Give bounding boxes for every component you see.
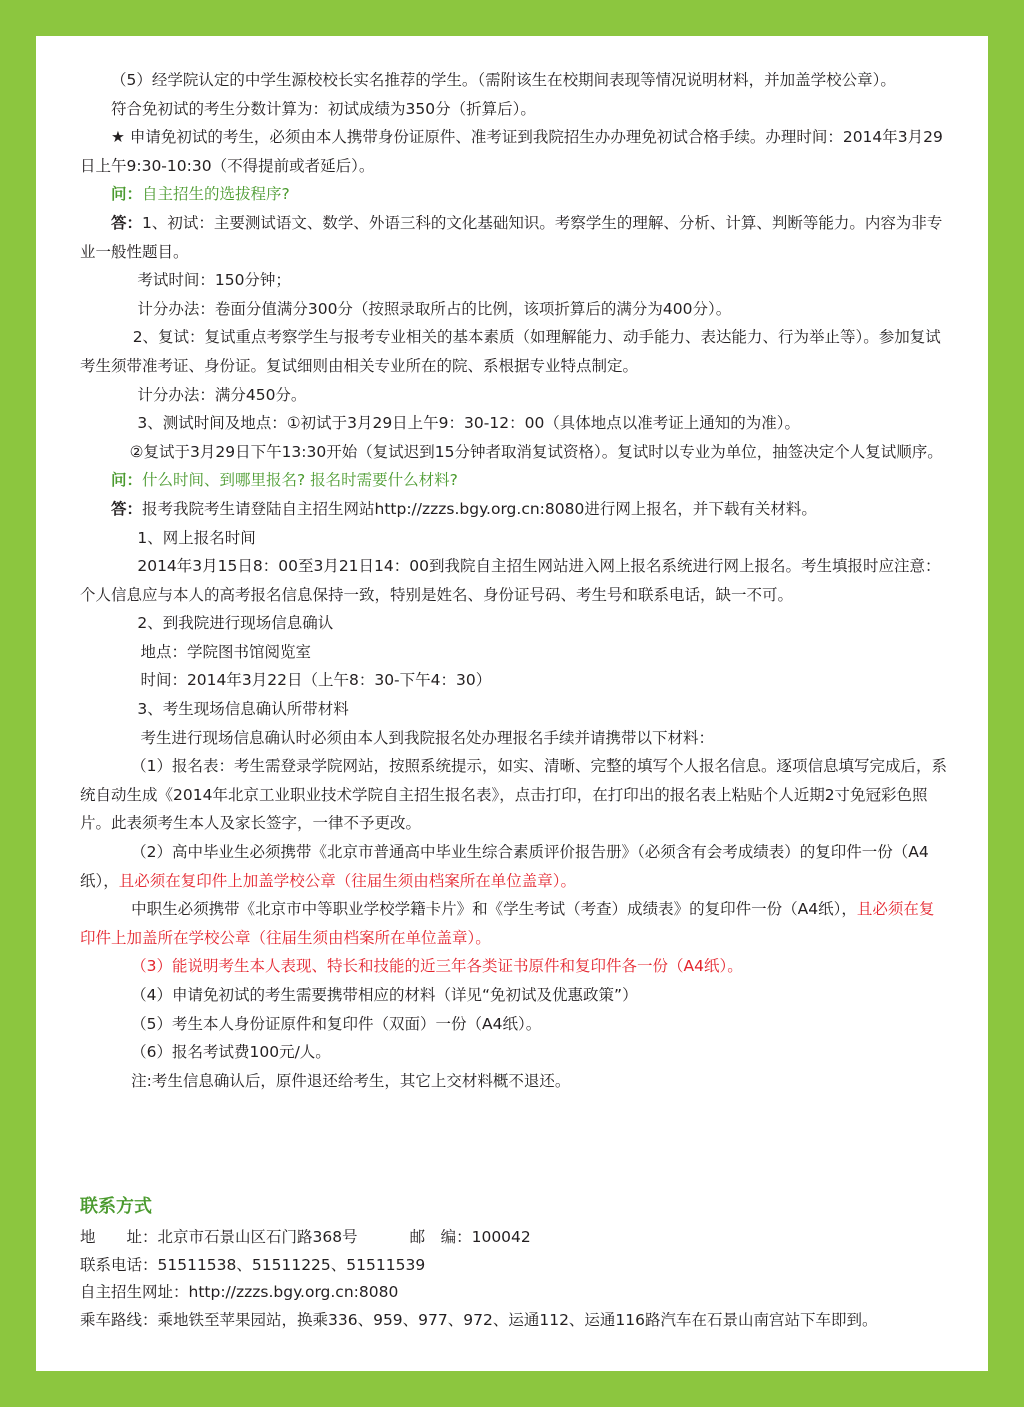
material-item-2b-red-note: 且必须在复印件上加盖所在学校公章（往届生须由档案所在单位盖章）。 bbox=[80, 900, 935, 947]
test-time-location: 3、测试时间及地点：①初试于3月29日上午9：30-12：00（具体地点以准考证上通知的为准）。 bbox=[137, 414, 801, 433]
contact-section bbox=[80, 1192, 948, 1334]
retest-description: 2、复试：复试重点考察学生与报考专业相关的基本素质（如理解能力、动手能力、表达能力、行为举止等）。参加复试考生须带准考证、身份证。复试细则由相关专业所在的院、系根据专业特点制定。 bbox=[80, 328, 941, 375]
question-label: 问： bbox=[111, 185, 143, 204]
material-item-4: （4）申请免初试的考生需要携带相应的材料（详见“免初试及优惠政策”） bbox=[131, 986, 638, 1004]
exam-scoring: 计分办法：卷面分值满分300分（按照录取所占的比例，该项折算后的满分为400分）。 bbox=[137, 299, 732, 318]
onsite-location: 地点：学院图书馆阅览室 bbox=[140, 642, 311, 661]
answer-text: 1、初试：主要测试语文、数学、外语三科的文化基础知识。考察学生的理解、分析、计算、判断等能力。内容为非专业一般性题目。 bbox=[80, 213, 943, 261]
material-item-2b bbox=[80, 895, 948, 952]
answer-label: 答： bbox=[111, 213, 143, 232]
question-selection-procedure bbox=[80, 180, 948, 209]
retest-scoring: 计分办法：满分450分。 bbox=[137, 385, 307, 404]
material-item-2-text: （2）高中毕业生必须携带《北京市普通高中毕业生综合素质评价报告册》（必须含有会考成绩表）的复印件一份（A4纸）， bbox=[80, 843, 929, 890]
question-registration bbox=[80, 466, 948, 495]
answer-label: 答： bbox=[111, 499, 143, 518]
contact-website[interactable]: 自主招生网址：http://zzzs.bgy.org.cn:8080 bbox=[80, 1283, 399, 1302]
material-item-2b-text: 中职生必须携带《北京市中等职业学校学籍卡片》和《学生考试（考查）成绩表》的复印件一份（A4纸）， bbox=[131, 900, 857, 919]
material-item-2-red-note: 且必须在复印件上加盖学校公章（往届生须由档案所在单位盖章）。 bbox=[118, 871, 577, 890]
section-online-registration-text: 2014年3月15日8：00至3月21日14：00到我院自主招生网站进入网上报名系统进行网上报名。考生填报时应注意：个人信息应与本人的高考报名信息保持一致，特别是姓名、身份证号码、考生号和联系电话，缺一不可。 bbox=[80, 557, 941, 604]
answer-selection-procedure bbox=[80, 209, 948, 266]
main-content bbox=[80, 66, 948, 1095]
exam-time: 考试时间：150分钟； bbox=[137, 271, 291, 290]
paragraph-principal-recommend: （5）经学院认定的中学生源校校长实名推荐的学生。（需附该生在校期间表现等情况说明材料，并加盖学校公章）。 bbox=[111, 71, 896, 89]
contact-address-row bbox=[80, 1224, 948, 1252]
paragraph-score-calc: 符合免初试的考生分数计算为：初试成绩为350分（折算后）。 bbox=[111, 99, 536, 118]
question-label: 问： bbox=[111, 471, 143, 490]
page-sheet bbox=[36, 36, 988, 1371]
question-text: 自主招生的选拔程序? bbox=[142, 185, 290, 204]
retest-time: ②复试于3月29日下午13:30开始（复试迟到15分钟者取消复试资格）。复试时以专业为单位，抽签决定个人复试顺序。 bbox=[129, 442, 943, 461]
material-item-6: （6）报名考试费100元/人。 bbox=[131, 1043, 331, 1062]
section-online-registration-title: 1、网上报名时间 bbox=[137, 528, 256, 547]
onsite-time: 时间：2014年3月22日（上午8：30-下午4：30） bbox=[140, 671, 492, 690]
answer-text: 报考我院考生请登陆自主招生网站http://zzzs.bgy.org.cn:8080进行网上报名，并下载有关材料。 bbox=[142, 499, 817, 518]
question-text: 什么时间、到哪里报名? 报名时需要什么材料? bbox=[142, 471, 458, 490]
material-item-5: （5）考生本人身份证原件和复印件（双面）一份（A4纸）。 bbox=[131, 1014, 542, 1033]
contact-route: 乘车路线：乘地铁至苹果园站，换乘336、959、977、972、运通112、运通116路汽车在石景山南宫站下车即到。 bbox=[80, 1310, 878, 1329]
contact-phone: 联系电话：51511538、51511225、51511539 bbox=[80, 1255, 426, 1274]
material-item-3: （3）能说明考生本人表现、特长和技能的近三年各类证书原件和复印件各一份（A4纸）。 bbox=[131, 957, 743, 976]
section-materials-title: 3、考生现场信息确认所带材料 bbox=[137, 700, 349, 719]
answer-registration bbox=[80, 495, 948, 524]
materials-note: 注:考生信息确认后，原件退还给考生，其它上交材料概不退还。 bbox=[131, 1071, 571, 1090]
materials-intro: 考生进行现场信息确认时必须由本人到我院报名处办理报名手续并请携带以下材料： bbox=[140, 728, 714, 747]
address: 地 址：北京市石景山区石门路368号 bbox=[80, 1228, 358, 1246]
contact-title: 联系方式 bbox=[80, 1196, 152, 1217]
material-item-1: （1）报名表：考生需登录学院网站，按照系统提示，如实、清晰、完整的填写个人报名信息。逐项信息填写完成后，系统自动生成《2014年北京工业职业技术学院自主招生报名表》，点击打印，在打印出的报名表上粘贴个人近期2寸免冠彩色照片。此表须考生本人及家长签字，一律不予更改。 bbox=[80, 757, 948, 833]
material-item-2 bbox=[80, 838, 948, 895]
postcode: 邮 编：100042 bbox=[409, 1228, 531, 1246]
paragraph-exemption-procedure: ★ 申请免初试的考生，必须由本人携带身份证原件、准考证到我院招生办办理免初试合格手续。办理时间：2014年3月29日上午9:30-10:30（不得提前或者延后）。 bbox=[80, 128, 943, 175]
section-onsite-confirm-title: 2、到我院进行现场信息确认 bbox=[137, 614, 334, 633]
